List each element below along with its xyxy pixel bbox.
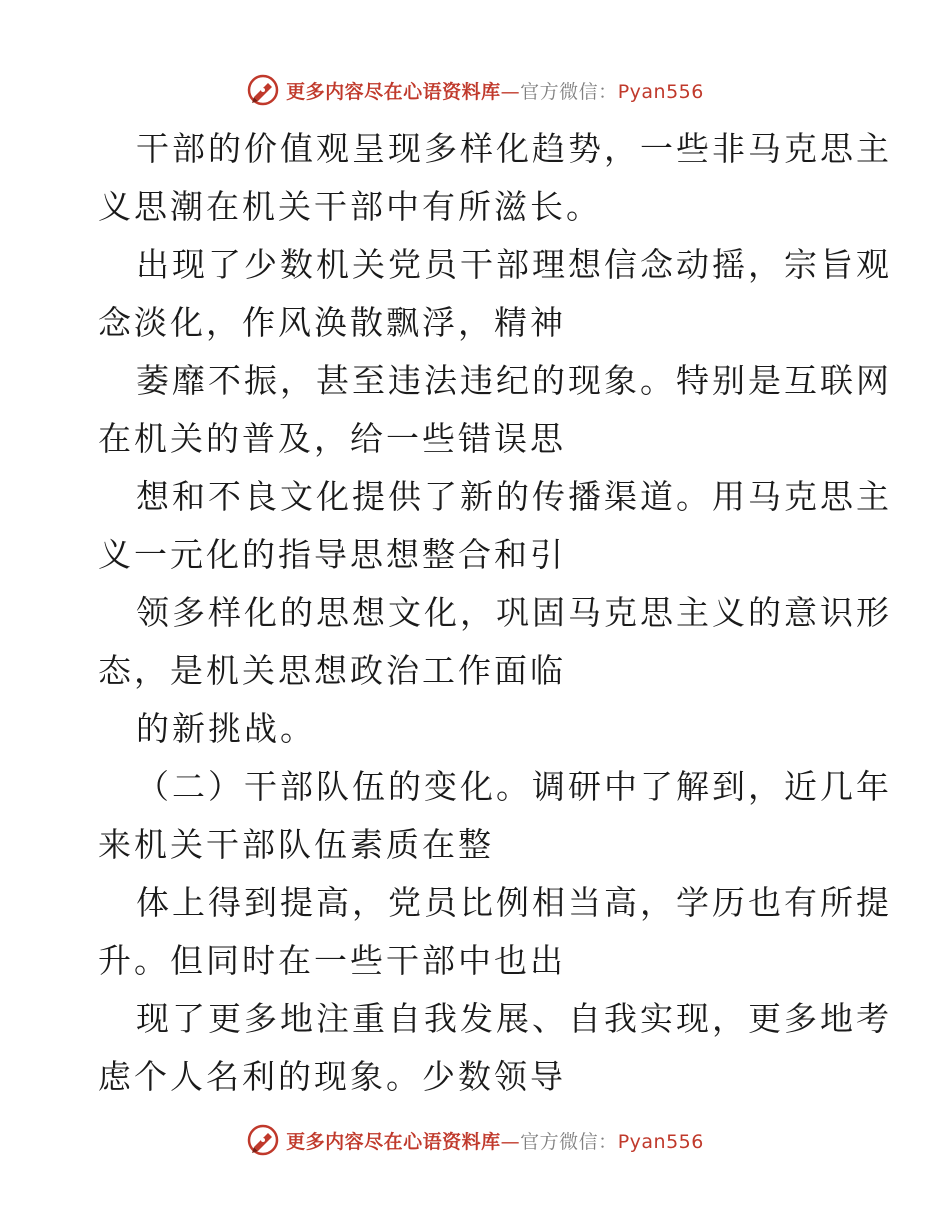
text-line: 的新挑战。 [136, 709, 316, 748]
text-line: 领多样化的思想文化，巩固马克思主义的意识形 [136, 593, 892, 632]
watermark-id: Pyan556 [617, 1130, 704, 1153]
text-line: 出现了少数机关党员干部理想信念动摇，宗旨观 [136, 245, 892, 284]
pen-logo-icon [246, 1123, 280, 1157]
watermark-main: 更多内容尽在心语资料库 [286, 80, 501, 103]
text-line: 体上得到提高，党员比例相当高，学历也有所提 [136, 883, 892, 922]
watermark-header [0, 70, 950, 110]
pen-logo-icon [246, 73, 280, 107]
watermark-sub: 官方微信： [520, 1130, 618, 1153]
text-line: 萎靡不振，甚至违法违纪的现象。特别是互联网 [136, 361, 892, 400]
text-line: 在机关的普及，给一些错误思 [98, 419, 566, 458]
watermark-group [246, 1123, 704, 1157]
watermark-dash: — [500, 1130, 521, 1153]
text-line: 态，是机关思想政治工作面临 [98, 651, 566, 690]
watermark-footer [0, 1120, 950, 1160]
text-line: 念淡化，作风涣散飘浮，精神 [98, 303, 566, 342]
watermark-sub: 官方微信： [520, 80, 618, 103]
text-line: 干部的价值观呈现多样化趋势，一些非马克思主 [136, 129, 892, 168]
watermark-id: Pyan556 [617, 80, 704, 103]
watermark-dash: — [500, 80, 521, 103]
text-line: 想和不良文化提供了新的传播渠道。用马克思主 [136, 477, 892, 516]
text-line: 义思潮在机关干部中有所滋长。 [98, 187, 602, 226]
text-line: 现了更多地注重自我发展、自我实现，更多地考 [136, 999, 892, 1038]
text-line: 虑个人名利的现象。少数领导 [98, 1057, 566, 1096]
watermark-text [286, 77, 704, 104]
document-body [98, 120, 892, 1106]
watermark-main: 更多内容尽在心语资料库 [286, 1130, 501, 1153]
watermark-group [246, 73, 704, 107]
text-line: 升。但同时在一些干部中也出 [98, 941, 566, 980]
text-line: 来机关干部队伍素质在整 [98, 825, 494, 864]
text-line: （二）干部队伍的变化。调研中了解到，近几年 [136, 767, 892, 806]
text-line: 义一元化的指导思想整合和引 [98, 535, 566, 574]
watermark-text [286, 1127, 704, 1154]
